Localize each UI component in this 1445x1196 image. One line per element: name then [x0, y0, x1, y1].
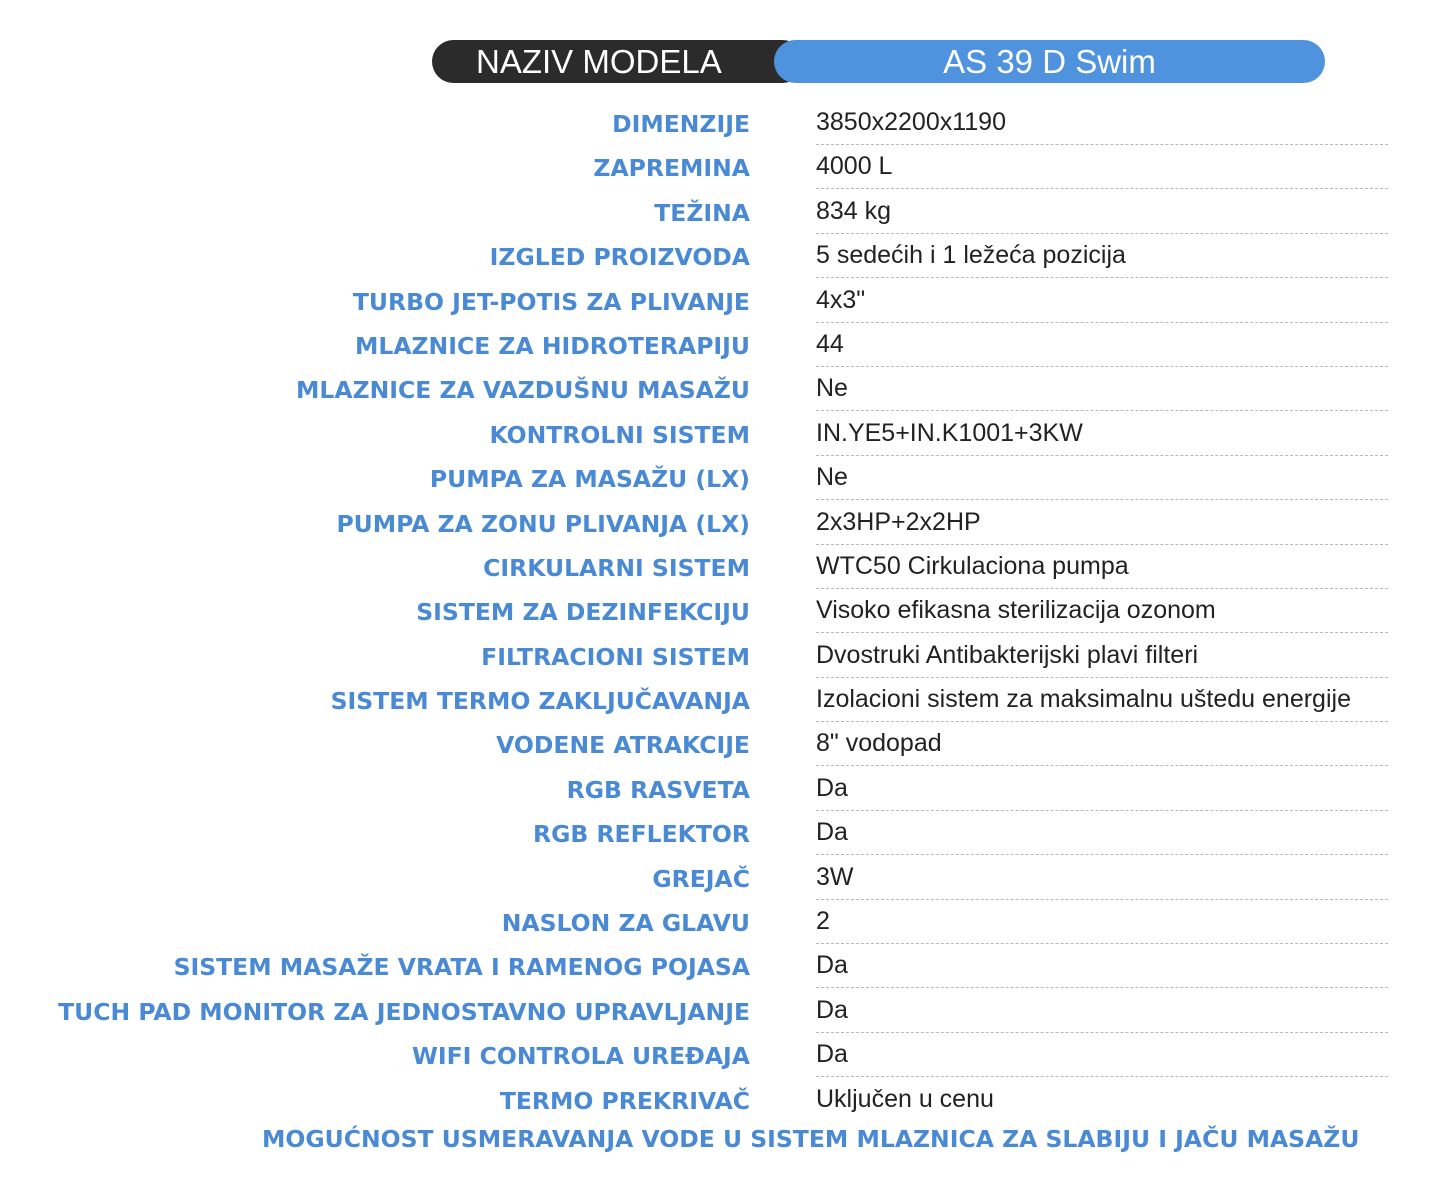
spec-value: 2x3HP+2x2HP: [816, 507, 981, 536]
spec-row: [0, 589, 1445, 633]
spec-row: [0, 1078, 1445, 1122]
spec-label: DIMENZIJE: [612, 110, 750, 138]
spec-value: Da: [816, 773, 848, 802]
spec-value: 4x3": [816, 285, 866, 314]
spec-row: [0, 279, 1445, 323]
spec-value: Ne: [816, 463, 848, 492]
model-label-pill: [432, 40, 804, 83]
spec-row: [0, 545, 1445, 589]
spec-row: [0, 856, 1445, 900]
spec-table: [0, 101, 1445, 1122]
spec-label: FILTRACIONI SISTEM: [481, 642, 750, 671]
spec-value: WTC50 Cirkulaciona pumpa: [816, 551, 1129, 580]
spec-label: SISTEM ZA DEZINFEKCIJU: [416, 598, 750, 627]
spec-value: Visoko efikasna sterilizacija ozonom: [816, 596, 1216, 625]
spec-label: IZGLED PROIZVODA: [489, 243, 750, 272]
spec-label: TURBO JET-POTIS ZA PLIVANJE: [352, 287, 750, 316]
spec-value: Uključen u cenu: [816, 1084, 994, 1113]
spec-row: [0, 944, 1445, 988]
spec-value: 834 kg: [816, 196, 892, 225]
spec-row: [0, 1033, 1445, 1077]
spec-label: GREJAČ: [652, 864, 750, 893]
spec-value: Dvostruki Antibakterijski plavi filteri: [816, 640, 1199, 669]
spec-value: Da: [816, 951, 848, 980]
spec-value: 3W: [816, 862, 854, 891]
spec-row: [0, 412, 1445, 456]
spec-row: [0, 501, 1445, 545]
spec-value: 44: [816, 329, 844, 358]
model-label-text: NAZIV MODELA: [476, 43, 722, 80]
spec-row: [0, 323, 1445, 367]
model-name-text: AS 39 D Swim: [943, 43, 1156, 80]
spec-label: TUCH PAD MONITOR ZA JEDNOSTAVNO UPRAVLJANJE: [58, 997, 750, 1026]
spec-value: 5 sedećih i 1 ležeća pozicija: [816, 241, 1126, 270]
spec-label: WIFI CONTROLA UREĐAJA: [411, 1042, 750, 1071]
spec-row: [0, 101, 1445, 145]
spec-label: KONTROLNI SISTEM: [489, 420, 750, 449]
spec-row: [0, 722, 1445, 766]
spec-label: RGB REFLEKTOR: [532, 820, 750, 849]
spec-label: PUMPA ZA ZONU PLIVANJA (LX): [336, 509, 750, 538]
spec-label: TEŽINA: [654, 198, 750, 227]
spec-row: [0, 190, 1445, 234]
spec-label: VODENE ATRAKCIJE: [496, 731, 750, 760]
spec-row: [0, 367, 1445, 411]
spec-row: [0, 767, 1445, 811]
spec-label: TERMO PREKRIVAČ: [499, 1086, 750, 1115]
spec-label: SISTEM MASAŽE VRATA I RAMENOG POJASA: [173, 953, 750, 982]
spec-value: Da: [816, 995, 848, 1024]
spec-value: IN.YE5+IN.K1001+3KW: [816, 418, 1083, 447]
spec-value: Ne: [816, 374, 848, 403]
spec-value: Da: [816, 818, 848, 847]
spec-value: Izolacioni sistem za maksimalnu uštedu energije: [816, 685, 1351, 714]
spec-label: SISTEM TERMO ZAKLJUČAVANJA: [330, 687, 750, 716]
spec-label: ZAPREMINA: [593, 154, 750, 183]
spec-row: [0, 145, 1445, 189]
spec-row: [0, 811, 1445, 855]
spec-value: 3850x2200x1190: [816, 108, 1006, 136]
spec-value: 8" vodopad: [816, 729, 942, 758]
spec-value: 4000 L: [816, 152, 893, 181]
footer-note: MOGUĆNOST USMERAVANJA VODE U SISTEM MLAZNICA ZA SLABIJU I JAČU MASAŽU: [262, 1125, 1360, 1153]
spec-label: RGB RASVETA: [566, 775, 750, 804]
spec-label: PUMPA ZA MASAŽU (LX): [429, 465, 750, 494]
spec-row: [0, 900, 1445, 944]
spec-row: [0, 234, 1445, 278]
spec-value: 2: [816, 907, 830, 936]
spec-row: [0, 634, 1445, 678]
spec-row: [0, 456, 1445, 500]
model-name-pill: [774, 40, 1325, 83]
spec-label: MLAZNICE ZA VAZDUŠNU MASAŽU: [296, 376, 750, 405]
spec-label: NASLON ZA GLAVU: [501, 909, 750, 938]
spec-label: MLAZNICE ZA HIDROTERAPIJU: [354, 331, 750, 360]
spec-value: Da: [816, 1040, 848, 1069]
spec-label: CIRKULARNI SISTEM: [483, 553, 750, 582]
spec-row: [0, 678, 1445, 722]
spec-row: [0, 989, 1445, 1033]
